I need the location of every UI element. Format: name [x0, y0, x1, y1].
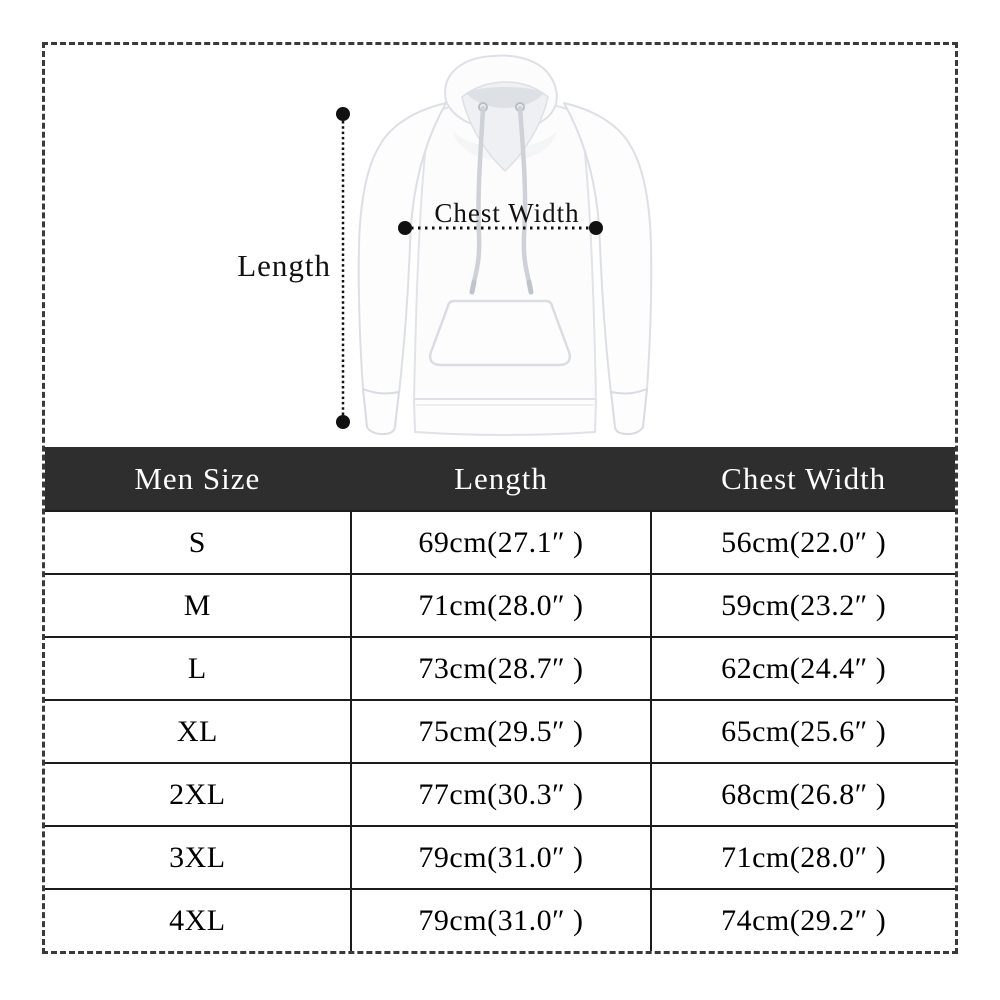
size-cell: XL: [176, 714, 218, 748]
length-line-top-dot: [336, 107, 350, 121]
chest-cell: 71cm(28.0″ ): [721, 840, 887, 874]
chest-cell: 68cm(26.8″ ): [721, 777, 887, 811]
size-cell: 4XL: [169, 903, 226, 937]
chest-cell: 56cm(22.0″ ): [721, 525, 887, 559]
size-cell: L: [187, 651, 207, 685]
chest-cell: 59cm(23.2″ ): [721, 588, 887, 622]
length-cell: 77cm(30.3″ ): [350, 764, 653, 825]
length-cell: 79cm(31.0″ ): [350, 890, 653, 951]
table-row-l: [45, 636, 955, 699]
length-cell: 75cm(29.5″ ): [350, 701, 653, 762]
size-chart-table: [45, 447, 955, 951]
chest-cell: 62cm(24.4″ ): [721, 651, 887, 685]
length-cell: 79cm(31.0″ ): [350, 827, 653, 888]
hoodie-illustration-icon: [350, 53, 662, 447]
dashed-border-frame: [42, 42, 958, 954]
chest-cell: 65cm(25.6″ ): [721, 714, 887, 748]
measurement-diagram: [45, 45, 955, 447]
table-row-m: [45, 573, 955, 636]
table-header-row: [45, 447, 955, 510]
length-cell: 69cm(27.1″ ): [350, 512, 653, 573]
table-row-4xl: [45, 888, 955, 951]
size-cell: 3XL: [169, 840, 226, 874]
table-row-s: [45, 510, 955, 573]
header-length: Length: [454, 460, 548, 496]
table-row-2xl: [45, 762, 955, 825]
length-line-bottom-dot: [336, 415, 350, 429]
chest-cell: 74cm(29.2″ ): [721, 903, 887, 937]
chest-width-label: Chest Width: [434, 198, 580, 228]
size-cell: S: [188, 525, 206, 559]
length-cell: 73cm(28.7″ ): [350, 638, 653, 699]
table-row-3xl: [45, 825, 955, 888]
length-cell: 71cm(28.0″ ): [350, 575, 653, 636]
size-cell: M: [183, 588, 211, 622]
header-men-size: Men Size: [134, 460, 261, 496]
size-cell: 2XL: [169, 777, 226, 811]
length-label: Length: [237, 248, 331, 283]
table-row-xl: [45, 699, 955, 762]
header-chest-width: Chest Width: [721, 460, 887, 496]
